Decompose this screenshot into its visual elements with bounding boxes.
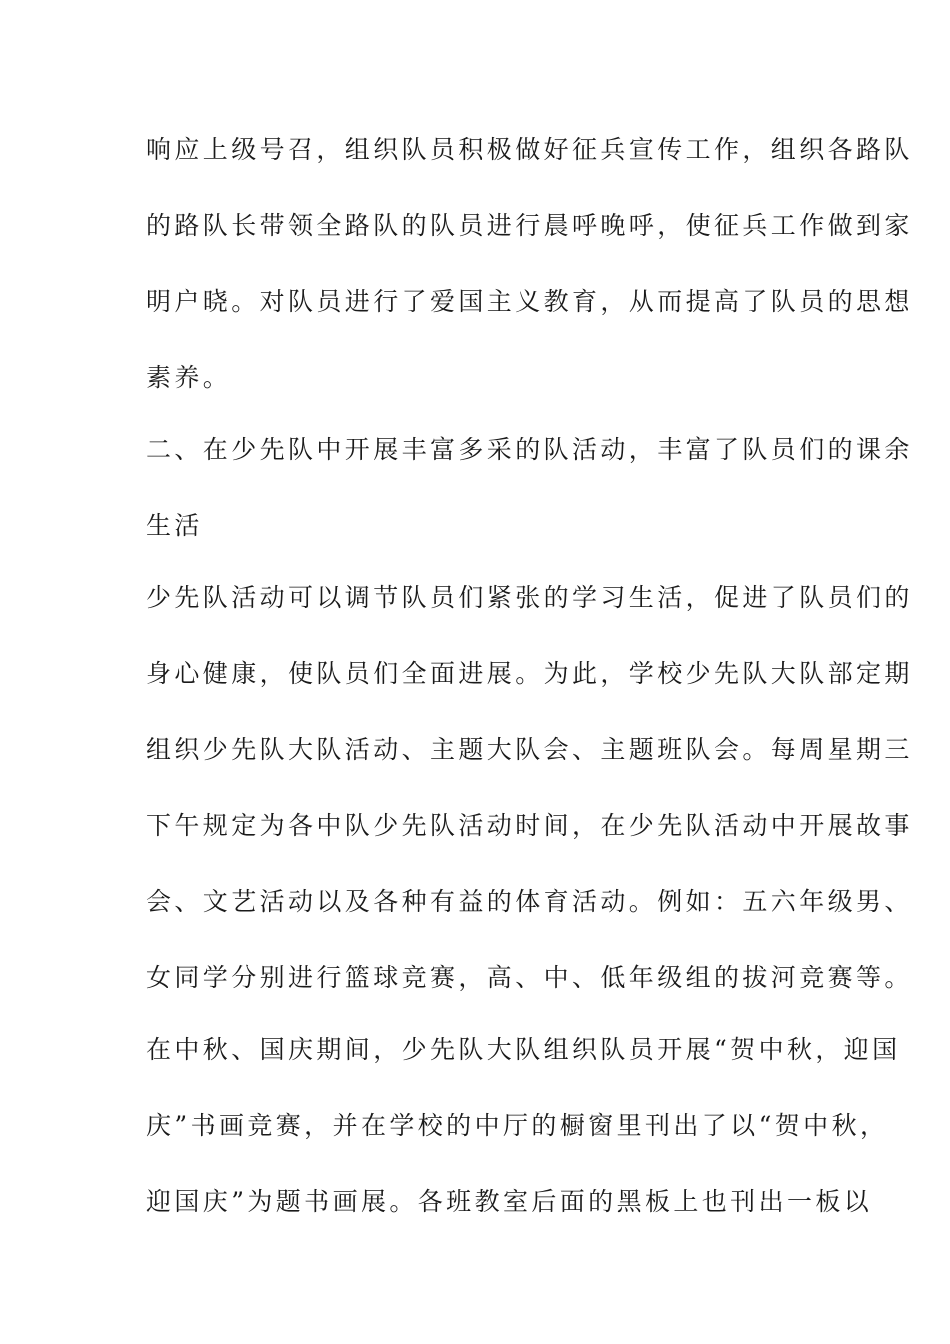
section-heading-line-2: 生活 [146, 511, 203, 540]
paragraph-2-line-6: 女同学分别进行篮球竞赛，高、中、低年级组的拔河竞赛等。 [146, 963, 913, 992]
paragraph-1-line-4: 素养。 [146, 363, 232, 392]
paragraph-2-line-7: 在中秋、国庆期间，少先队大队组织队员开展“贺中秋，迎国 [146, 1035, 901, 1064]
paragraph-2-line-8: 庆”书画竞赛，并在学校的中厅的橱窗里刊出了以“贺中秋， [146, 1111, 889, 1140]
paragraph-1-line-1: 响应上级号召，组织队员积极做好征兵宣传工作，组织各路队 [146, 135, 913, 164]
paragraph-2-line-1: 少先队活动可以调节队员们紧张的学习生活，促进了队员们的 [146, 583, 913, 612]
paragraph-2-line-2: 身心健康，使队员们全面进展。为此，学校少先队大队部定期 [146, 659, 913, 688]
paragraph-2-line-9: 迎国庆”为题书画展。各班教室后面的黑板上也刊出一板以 [146, 1187, 873, 1216]
paragraph-2-line-4: 下午规定为各中队少先队活动时间，在少先队活动中开展故事 [146, 811, 913, 840]
paragraph-1-line-2: 的路队长带领全路队的队员进行晨呼晚呼，使征兵工作做到家 [146, 211, 913, 240]
paragraph-2-line-3: 组织少先队大队活动、主题大队会、主题班队会。每周星期三 [146, 735, 913, 764]
paragraph-1-line-3: 明户晓。对队员进行了爱国主义教育，从而提高了队员的思想 [146, 287, 913, 316]
section-heading-line-1: 二、在少先队中开展丰富多采的队活动，丰富了队员们的课余 [146, 435, 913, 464]
paragraph-2-line-5: 会、文艺活动以及各种有益的体育活动。例如：五六年级男、 [146, 887, 913, 916]
